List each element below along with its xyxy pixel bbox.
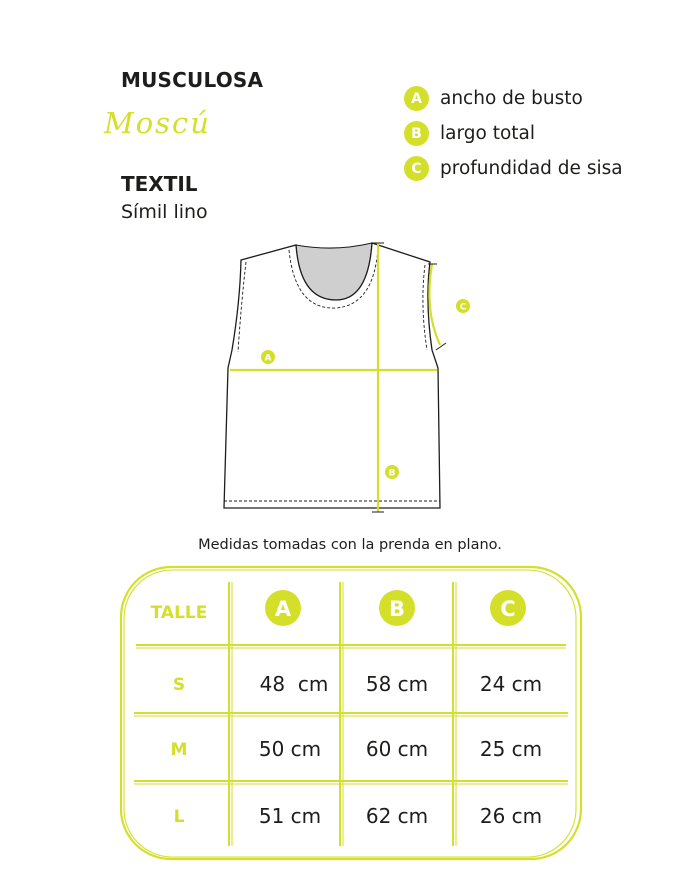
legend-label-b: largo total [440, 123, 536, 144]
row-l-b: 62 cm [365, 804, 429, 828]
fabric-value: Símil lino [121, 201, 208, 223]
badge-b-icon: B [404, 121, 429, 146]
marker-b-letter: B [388, 468, 396, 479]
row-m-size: M [170, 740, 188, 760]
legend-label-a: ancho de busto [440, 88, 583, 109]
badge-c-icon: C [404, 156, 429, 181]
header-b: B [388, 597, 406, 621]
row-s-size: S [172, 675, 186, 695]
product-type: MUSCULOSA [121, 68, 264, 92]
measurement-note: Medidas tomadas con la prenda en plano. [198, 537, 502, 553]
header-size: TALLE [150, 603, 208, 623]
row-m-b: 60 cm [365, 737, 429, 761]
row-l-c: 26 cm [479, 804, 543, 828]
legend-label-c: profundidad de sisa [440, 158, 623, 179]
row-s-a: 48 cm [259, 672, 329, 696]
fabric-heading: TEXTIL [121, 172, 198, 196]
row-m-a: 50 cm [258, 737, 322, 761]
row-s-c: 24 cm [479, 672, 543, 696]
row-l-size: L [173, 807, 185, 827]
header-c: C [500, 597, 516, 621]
badge-a-icon: A [404, 86, 429, 111]
marker-c-letter: C [459, 302, 467, 313]
product-name: Moscú [104, 106, 211, 140]
table-row-dividers [134, 645, 568, 784]
row-s-b: 58 cm [365, 672, 429, 696]
marker-a-letter: A [264, 353, 272, 364]
row-m-c: 25 cm [479, 737, 543, 761]
row-l-a: 51 cm [258, 804, 322, 828]
header-a: A [274, 597, 292, 621]
